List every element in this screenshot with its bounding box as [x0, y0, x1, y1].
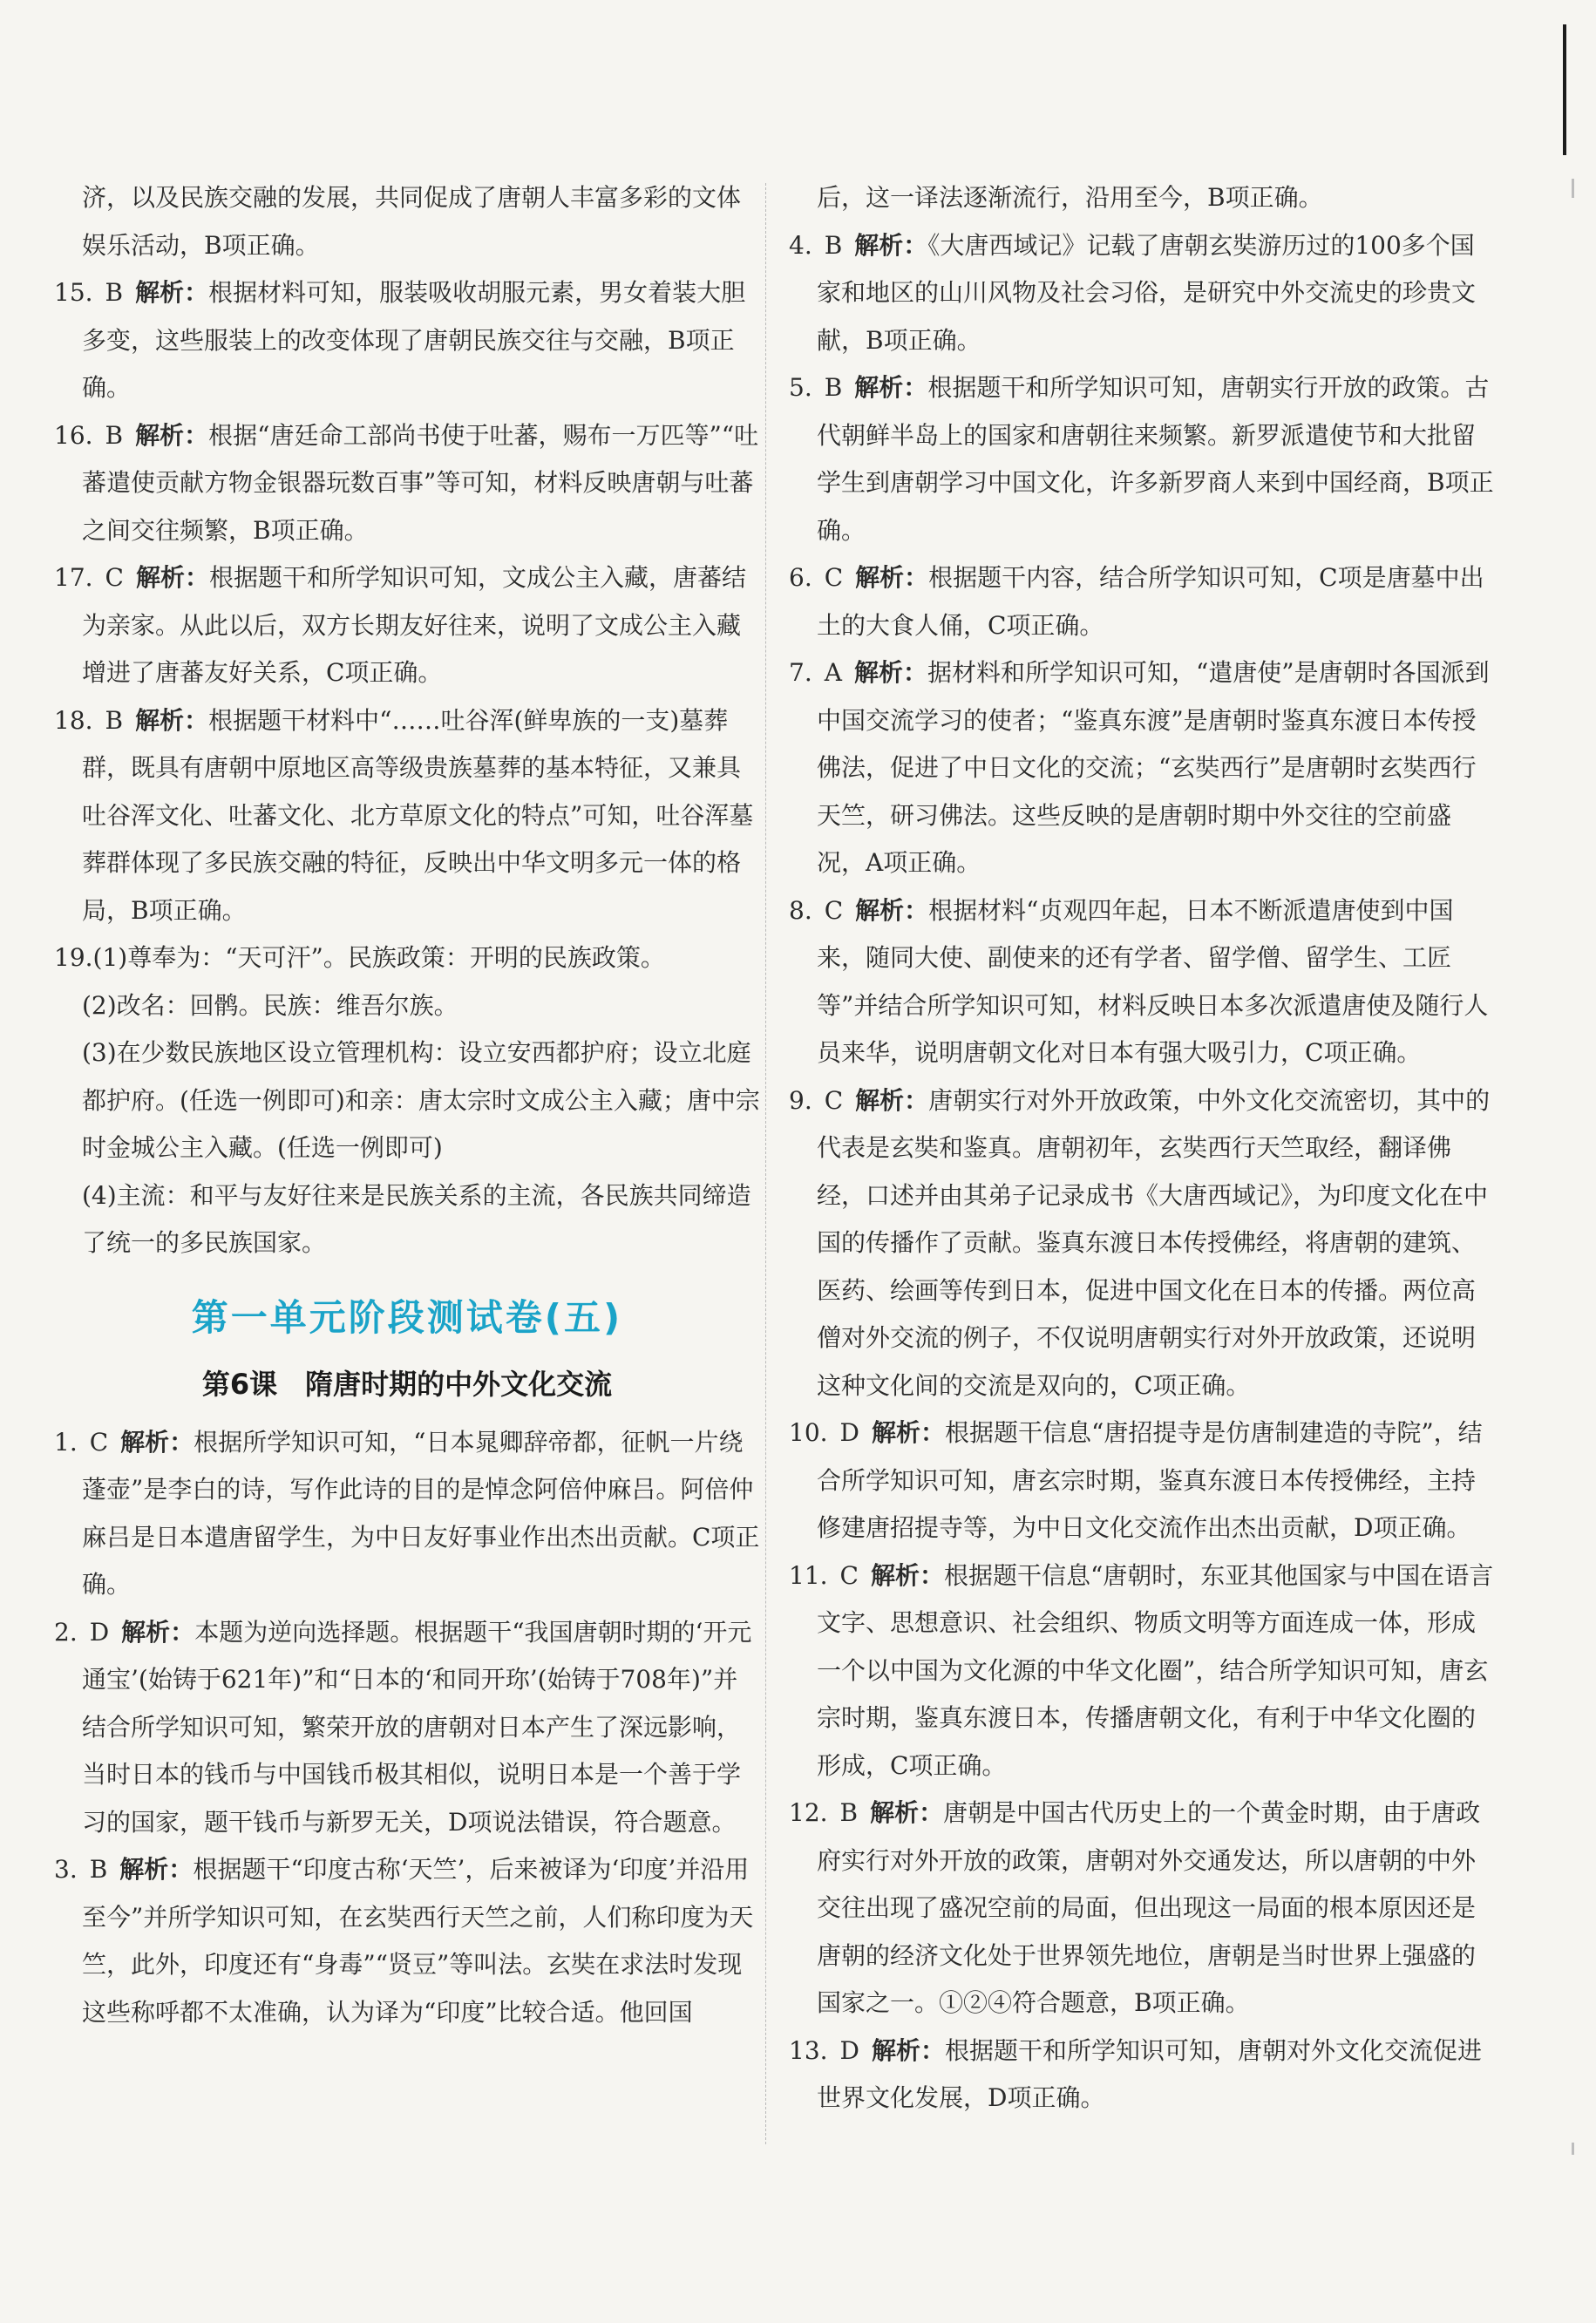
question-number: 18.: [54, 705, 93, 735]
left-column: [54, 174, 760, 2036]
analysis-label: 解析：: [870, 1798, 944, 1827]
lesson-title: 隋唐时期的中外文化交流: [305, 1367, 613, 1401]
analysis-text: 根据题干和所学知识可知，唐朝对外文化交流促进世界文化发展，D项正确。: [817, 2035, 1483, 2112]
analysis-label: 解析：: [870, 1560, 944, 1590]
analysis-label: 解析：: [871, 1418, 945, 1447]
answer-item: [54, 1419, 760, 1609]
analysis-label: 解析：: [120, 1427, 194, 1457]
answer-item: [789, 2028, 1495, 2123]
answer-item: [789, 1409, 1495, 1552]
q19-part-3: (3)在少数民族地区设立管理机构：设立安西都护府；设立北庭都护府。(任选一例即可)和亲：唐太宗时文成公主入藏；唐中宗时金城公主入藏。(任选一例即可): [82, 1038, 760, 1162]
question-number: 16.: [54, 420, 93, 450]
analysis-label: 解析：: [854, 230, 928, 260]
question-19: [54, 934, 760, 1267]
answer-item: [789, 222, 1495, 365]
question-number: 6.: [789, 563, 812, 592]
analysis-label: 解析：: [855, 895, 929, 925]
answer-letter: D: [839, 2035, 859, 2065]
answer-letter: B: [105, 420, 124, 450]
question-number: 3.: [54, 1855, 78, 1884]
question-number: 10.: [789, 1418, 828, 1447]
analysis-label: 解析：: [135, 705, 209, 735]
answer-letter: D: [839, 1418, 859, 1447]
answer-letter: B: [105, 705, 124, 735]
lesson-number: 第6课: [201, 1367, 278, 1401]
question-number: 15.: [54, 278, 93, 307]
analysis-text: 本题为逆向选择题。根据题干“我国唐朝时期的‘开元通宝’(始铸于621年)”和“日本的‘和同开珎’(始铸于708年)”并结合所学知识可知，繁荣开放的唐朝对日本产生了深远影响，当时日本的钱币与中国钱币极其相似，说明日本是一个善于学习的国家，题干钱币与新罗无关，D项说法错误，符合题意。: [82, 1617, 752, 1837]
analysis-text: 据材料和所学知识可知，“遣唐使”是唐朝时各国派到中国交流学习的使者；“鉴真东渡”是唐朝时鉴真东渡日本传授佛法，促进了中日文化的交流；“玄奘西行”是唐朝时玄奘西行天竺，研习佛法。这些反映的是唐朝时期中外交往的空前盛况，A项正确。: [817, 658, 1490, 877]
answer-letter: B: [89, 1855, 108, 1884]
edge-tick-bottom: [1572, 2143, 1574, 2155]
analysis-text: 唐朝是中国古代历史上的一个黄金时期，由于唐政府实行对外开放的政策，唐朝对外交通发达，所以唐朝的中外交往出现了盛况空前的局面，但出现这一局面的根本原因还是唐朝的经济文化处于世界领先地位，唐朝是当时世界上强盛的国家之一。①②④符合题意，B项正确。: [817, 1798, 1481, 2017]
analysis-label: 解析：: [121, 1617, 195, 1647]
answer-item: [54, 554, 760, 697]
question-number: 1.: [54, 1427, 78, 1457]
analysis-text: 根据题干内容，结合所学知识可知，C项是唐墓中出土的大食人俑，C项正确。: [817, 563, 1484, 640]
analysis-text: 根据题干信息“唐朝时，东亚其他国家与中国在语言文字、思想意识、社会组织、物质文明等方面连成一体，形成一个以中国为文化源的中华文化圈”，结合所学知识可知，唐玄宗时期，鉴真东渡日本，传播唐朝文化，有利于中华文化圈的形成，C项正确。: [817, 1560, 1494, 1780]
analysis-text: 根据题干和所学知识可知，文成公主入藏，唐蕃结为亲家。从此以后，双方长期友好往来，说明了文成公主入藏增进了唐蕃友好关系，C项正确。: [82, 563, 746, 687]
answer-item: [54, 412, 760, 555]
answer-letter: C: [824, 563, 844, 592]
analysis-text: 根据题干信息“唐招提寺是仿唐制建造的寺院”，结合所学知识可知，唐玄宗时期，鉴真东渡日本传授佛经，主持修建唐招提寺等，为中日文化交流作出杰出贡献，D项正确。: [817, 1418, 1483, 1542]
answer-list-top: [54, 269, 760, 934]
answer-item: [54, 697, 760, 935]
answer-item: [789, 887, 1495, 1077]
answer-item: [789, 554, 1495, 649]
question-number: 11.: [789, 1560, 828, 1590]
answer-item: [789, 1077, 1495, 1410]
question-number: 2.: [54, 1617, 78, 1647]
answer-list-bottom: [54, 1419, 760, 2037]
question-number: 7.: [789, 658, 812, 687]
analysis-label: 解析：: [855, 1085, 929, 1115]
question-number: 9.: [789, 1085, 812, 1115]
answer-item: [54, 269, 760, 412]
analysis-label: 解析：: [853, 658, 927, 687]
analysis-label: 解析：: [135, 563, 209, 592]
lesson-heading: [54, 1363, 760, 1405]
answer-letter: C: [89, 1427, 109, 1457]
analysis-text: 《大唐西域记》记载了唐朝玄奘游历过的100多个国家和地区的山川风物及社会习俗，是研究中外交流史的珍贵文献，B项正确。: [817, 230, 1477, 355]
answer-item: [54, 1609, 760, 1847]
answer-letter: B: [824, 230, 843, 260]
analysis-label: 解析：: [871, 2035, 945, 2065]
analysis-text: 根据题干和所学知识可知，唐朝实行开放的政策。古代朝鲜半岛上的国家和唐朝往来频繁。新罗派遣使节和大批留学生到唐朝学习中国文化，许多新罗商人来到中国经商，B项正确。: [817, 373, 1494, 545]
section-title: 第一单元阶段测试卷(五): [191, 1295, 623, 1339]
column-divider: [765, 183, 766, 2144]
right-column: [789, 174, 1495, 2123]
answer-letter: C: [105, 563, 124, 592]
analysis-text: 根据材料可知，服装吸收胡服元素，男女着装大胆多变，这些服装上的改变体现了唐朝民族交往与交融，B项正确。: [82, 278, 746, 402]
edge-tick-top: [1572, 179, 1574, 198]
answer-item: [54, 1846, 760, 2036]
analysis-label: 解析：: [135, 420, 209, 450]
answer-item: [789, 1790, 1495, 2028]
answer-item: [789, 649, 1495, 887]
question-number: 19.: [54, 943, 93, 972]
answer-letter: B: [839, 1798, 859, 1827]
q19-part-2: (2)改名：回鹘。民族：维吾尔族。: [82, 990, 458, 1020]
analysis-text: 唐朝实行对外开放政策，中外文化交流密切，其中的代表是玄奘和鉴真。唐朝初年，玄奘西行天竺取经，翻译佛经，口述并由其弟子记录成书《大唐西域记》，为印度文化在中国的传播作了贡献。鉴真东渡日本传授佛经，将唐朝的建筑、医药、绘画等传到日本，促进中国文化在日本的传播。两位高僧对外交流的例子，不仅说明唐朝实行对外开放政策，还说明这种文化间的交流是双向的，C项正确。: [817, 1085, 1491, 1400]
answer-letter: C: [824, 1085, 844, 1115]
answer-item: [789, 364, 1495, 554]
answer-list-right: [789, 222, 1495, 2123]
continuation-text: 济，以及民族交融的发展，共同促成了唐朝人丰富多彩的文体娱乐活动，B项正确。: [82, 183, 742, 260]
q19-part-1: (1)尊奉为：“天可汗”。民族政策：开明的民族政策。: [92, 943, 665, 972]
answer-letter: C: [824, 895, 844, 925]
answer-letter: C: [839, 1560, 859, 1590]
analysis-text: 根据“唐廷命工部尚书使于吐蕃，赐布一万匹等”“吐蕃遣使贡献方物金银器玩数百事”等可知，材料反映唐朝与吐蕃之间交往频繁，B项正确。: [82, 420, 759, 545]
question-number: 5.: [789, 373, 812, 402]
q19-part-4: (4)主流：和平与友好往来是民族关系的主流，各民族共同缔造了统一的多民族国家。: [82, 1180, 751, 1257]
analysis-label: 解析：: [855, 563, 929, 592]
analysis-label: 解析：: [119, 1855, 194, 1884]
answer-letter: D: [89, 1617, 110, 1647]
question-number: 13.: [789, 2035, 828, 2065]
continuation-text: 后，这一译法逐渐流行，沿用至今，B项正确。: [817, 183, 1323, 212]
question-number: 17.: [54, 563, 93, 592]
answer-item: [789, 1552, 1495, 1790]
analysis-label: 解析：: [135, 278, 209, 307]
question-number: 12.: [789, 1798, 828, 1827]
page-edge-mark: [1563, 24, 1566, 155]
analysis-label: 解析：: [854, 373, 928, 402]
answer-letter: A: [824, 658, 842, 687]
analysis-text: 根据材料“贞观四年起，日本不断派遣唐使到中国来，随同大使、副使来的还有学者、留学僧、留学生、工匠等”并结合所学知识可知，材料反映日本多次派遣唐使及随行人员来华，说明唐朝文化对日本有强大吸引力，C项正确。: [817, 895, 1489, 1067]
analysis-text: 根据所学知识可知，“日本晁卿辞帝都，征帆一片绕蓬壶”是李白的诗，写作此诗的目的是悼念阿倍仲麻吕。阿倍仲麻吕是日本遣唐留学生，为中日友好事业作出杰出贡献。C项正确。: [82, 1427, 760, 1599]
question-number: 8.: [789, 895, 812, 925]
question-number: 4.: [789, 230, 812, 260]
answer-letter: B: [105, 278, 124, 307]
analysis-text: 根据题干“印度古称‘天竺’，后来被译为‘印度’并沿用至今”并所学知识可知，在玄奘西行天竺之前，人们称印度为天竺，此外，印度还有“身毒”“贤豆”等叫法。玄奘在求法时发现这些称呼都不太准确，认为译为“印度”比较合适。他回国: [82, 1855, 754, 2027]
analysis-text: 根据题干材料中“……吐谷浑(鲜卑族的一支)墓葬群，既具有唐朝中原地区高等级贵族墓葬的基本特征，又兼具吐谷浑文化、吐蕃文化、北方草原文化的特点”可知，吐谷浑墓葬群体现了多民族交融的特征，反映出中华文明多元一体的格局，B项正确。: [82, 705, 754, 925]
answer-letter: B: [824, 373, 843, 402]
